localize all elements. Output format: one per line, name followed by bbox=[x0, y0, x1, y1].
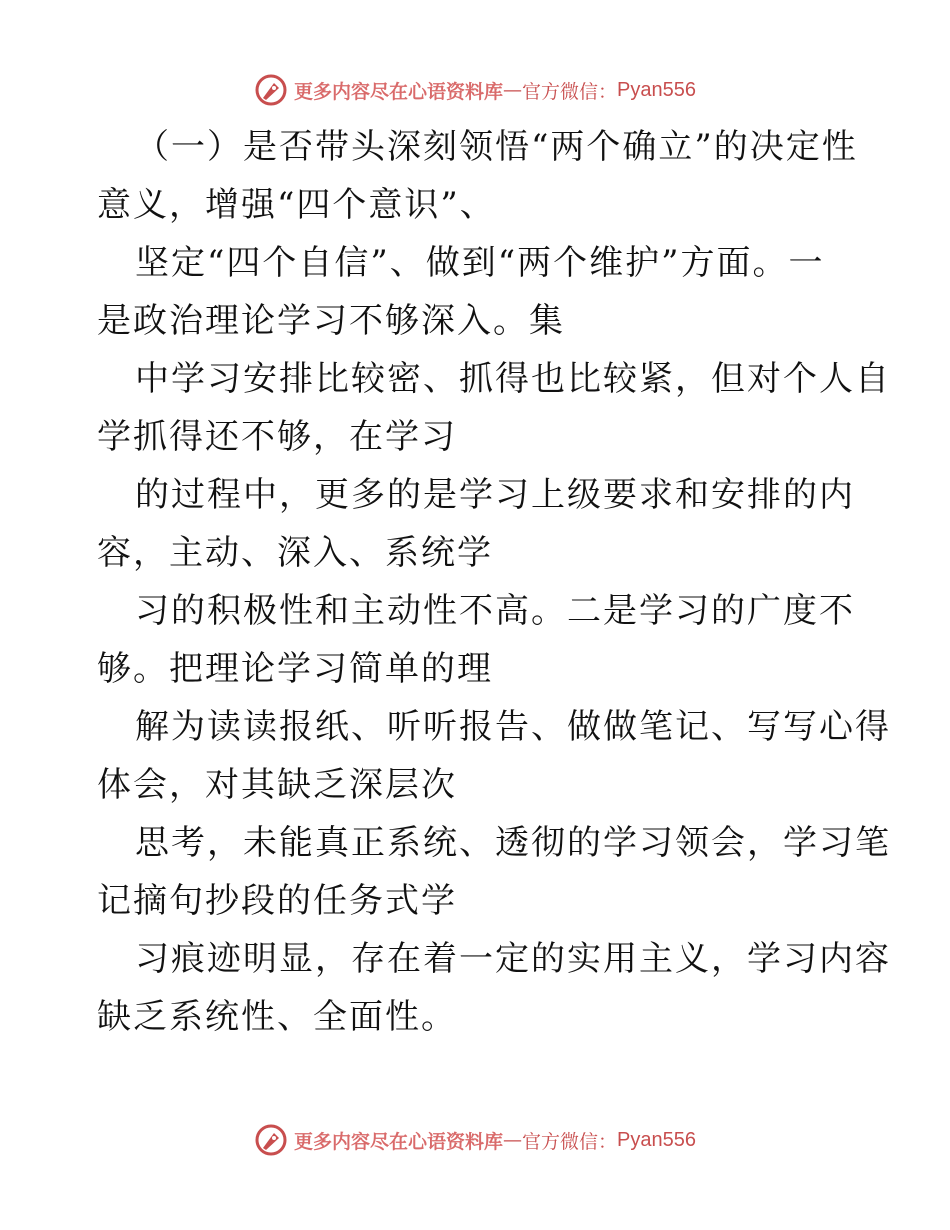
doc-line: 是政治理论学习不够深入。集 bbox=[97, 301, 565, 341]
watermark-main-text: 更多内容尽在心语资料库 bbox=[294, 1130, 504, 1153]
watermark-wechat-id: Pyan556 bbox=[617, 1128, 696, 1151]
watermark-wechat-id: Pyan556 bbox=[617, 78, 696, 101]
doc-line: 解为读读报纸、听听报告、做做笔记、写写心得 bbox=[135, 707, 891, 747]
document-body bbox=[97, 118, 891, 1046]
watermark-main-text: 更多内容尽在心语资料库 bbox=[294, 80, 504, 103]
watermark-dash: — bbox=[503, 79, 523, 101]
header-watermark bbox=[0, 70, 950, 110]
pen-nib-circle-icon bbox=[254, 1123, 288, 1157]
doc-line: 缺乏系统性、全面性。 bbox=[97, 997, 457, 1037]
doc-line: 中学习安排比较密、抓得也比较紧，但对个人自 bbox=[135, 359, 891, 399]
footer-watermark bbox=[0, 1120, 950, 1160]
doc-line: 思考，未能真正系统、透彻的学习领会，学习笔 bbox=[135, 823, 891, 863]
doc-line: 习痕迹明显，存在着一定的实用主义，学习内容 bbox=[135, 939, 891, 979]
doc-line: 的过程中，更多的是学习上级要求和安排的内 bbox=[135, 475, 855, 515]
watermark-wechat-label: 官方微信： bbox=[522, 1130, 618, 1153]
doc-line: 体会，对其缺乏深层次 bbox=[97, 765, 457, 805]
doc-line: 容，主动、深入、系统学 bbox=[97, 533, 493, 573]
watermark-text bbox=[294, 1127, 696, 1154]
doc-line: 坚定“四个自信”、做到“两个维护”方面。一 bbox=[135, 243, 825, 283]
watermark-text bbox=[294, 77, 696, 104]
doc-line: 意义，增强“四个意识”、 bbox=[97, 185, 496, 225]
watermark-wechat-label: 官方微信： bbox=[522, 80, 618, 103]
doc-line: （一）是否带头深刻领悟“两个确立”的决定性 bbox=[135, 127, 858, 167]
doc-line: 习的积极性和主动性不高。二是学习的广度不 bbox=[135, 591, 855, 631]
watermark-dash: — bbox=[503, 1129, 523, 1151]
doc-line: 学抓得还不够，在学习 bbox=[97, 417, 457, 457]
doc-line: 够。把理论学习简单的理 bbox=[97, 649, 493, 689]
pen-nib-circle-icon bbox=[254, 73, 288, 107]
doc-line: 记摘句抄段的任务式学 bbox=[97, 881, 457, 921]
